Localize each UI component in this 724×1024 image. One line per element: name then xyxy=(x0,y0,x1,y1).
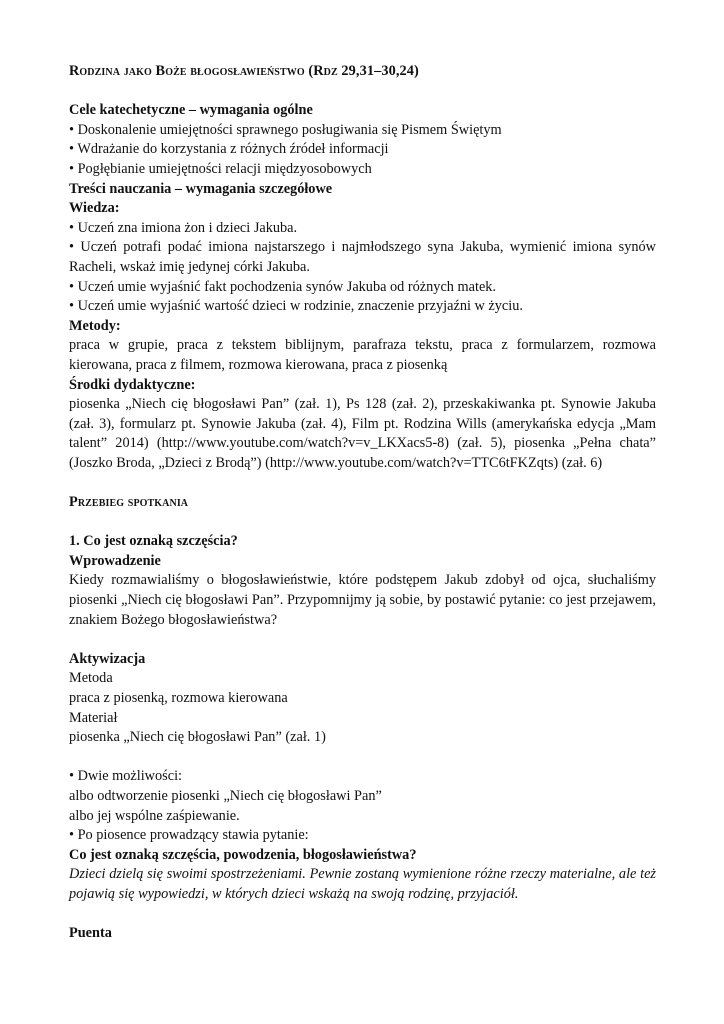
option-a: albo odtworzenie piosenki „Niech cię błogosławi Pan” xyxy=(69,787,382,804)
intro-text: Kiedy rozmawialiśmy o błogosławieństwie, które podstępem Jakub zdobył od ojca, słuchaliśmy piosenki „Niech cię błogosławi Pan”. Przypomnijmy ją sobie, by postawić pytanie: co jest przejawem, znakiem Bożego błogosławieństwa? xyxy=(69,572,656,628)
spacer xyxy=(69,82,656,102)
methods-text: praca w grupie, praca z tekstem biblijnym, parafraza tekstu, praca z formularzem, rozmowa kierowana, praca z filmem, rozmowa kierowana, praca z piosenką xyxy=(69,337,656,373)
knowledge-item: • Uczeń potrafi podać imiona najstarszego i najmłodszego syna Jakuba, wymienić imiona synów Racheli, wskaż imię jedynej córki Jakuba. xyxy=(69,239,656,275)
spacer xyxy=(69,473,656,493)
puenta-heading: Puenta xyxy=(69,925,112,942)
spacer xyxy=(69,630,656,650)
document-page xyxy=(69,62,656,944)
material-text: piosenka „Niech cię błogosławi Pan” (zał. 1) xyxy=(69,729,326,746)
question-line: Co jest oznaką szczęścia, powodzenia, błogosławieństwa? xyxy=(69,846,417,863)
method-label: Metoda xyxy=(69,670,113,687)
spacer xyxy=(69,748,656,768)
knowledge-item: • Uczeń zna imiona żon i dzieci Jakuba. xyxy=(69,219,298,236)
note-text: Dzieci dzielą się swoimi spostrzeżeniami. Pewnie zostaną wymienione różne rzeczy materialne, ale też pojawią się wypowiedzi, w których dzieci wskażą na swoją rodzinę, przyjaciół. xyxy=(69,866,656,902)
knowledge-item: • Uczeń umie wyjaśnić wartość dzieci w rodzinie, znaczenie przyjaźni w życiu. xyxy=(69,298,523,315)
knowledge-item: • Uczeń umie wyjaśnić fakt pochodzenia synów Jakuba od różnych matek. xyxy=(69,278,497,295)
aids-heading: Środki dydaktyczne: xyxy=(69,376,196,393)
goal-item: • Wdrażanie do korzystania z różnych źródeł informacji xyxy=(69,141,389,158)
goal-item: • Doskonalenie umiejętności sprawnego posługiwania się Pismem Świętym xyxy=(69,121,502,138)
option-b: albo jej wspólne zaśpiewanie. xyxy=(69,807,240,824)
course-heading: Przebieg spotkania xyxy=(69,494,189,511)
methods-heading: Metody: xyxy=(69,317,121,334)
aids-text: piosenka „Niech cię błogosławi Pan” (zał. 1), Ps 128 (zał. 2), przeskakiwanka pt. Synowie Jakuba (zał. 3), formularz pt. Synowie Jakuba (zał. 4), Film pt. Rodzina Wills (amerykańska edycja „Mam talent” 2014) (http://www.youtube.com/watch?v=v_LKXacs5-8) (zał. 5), piosenka „Pełna chata” (Joszko Broda, „Dzieci z Brodą”) (http://www.youtube.com/watch?v=TTC6tFKZqts) (zał. 6) xyxy=(69,396,656,471)
spacer xyxy=(69,905,656,925)
options-line: • Dwie możliwości: xyxy=(69,768,183,785)
goal-item: • Pogłębianie umiejętności relacji międzyosobowych xyxy=(69,160,372,177)
material-label: Materiał xyxy=(69,709,118,726)
content-heading: Treści nauczania – wymagania szczegółowe xyxy=(69,180,333,197)
knowledge-heading: Wiedza: xyxy=(69,200,120,217)
method-text: praca z piosenką, rozmowa kierowana xyxy=(69,690,288,706)
section-heading: 1. Co jest oznaką szczęścia? xyxy=(69,533,238,550)
after-song-line: • Po piosence prowadzący stawia pytanie: xyxy=(69,827,309,844)
spacer xyxy=(69,513,656,533)
activation-heading: Aktywizacja xyxy=(69,650,146,667)
intro-heading: Wprowadzenie xyxy=(69,552,161,569)
goals-heading: Cele katechetyczne – wymagania ogólne xyxy=(69,102,313,119)
document-title: Rodzina jako Boże błogosławieństwo (Rdz 29,31–30,24) xyxy=(69,63,419,79)
